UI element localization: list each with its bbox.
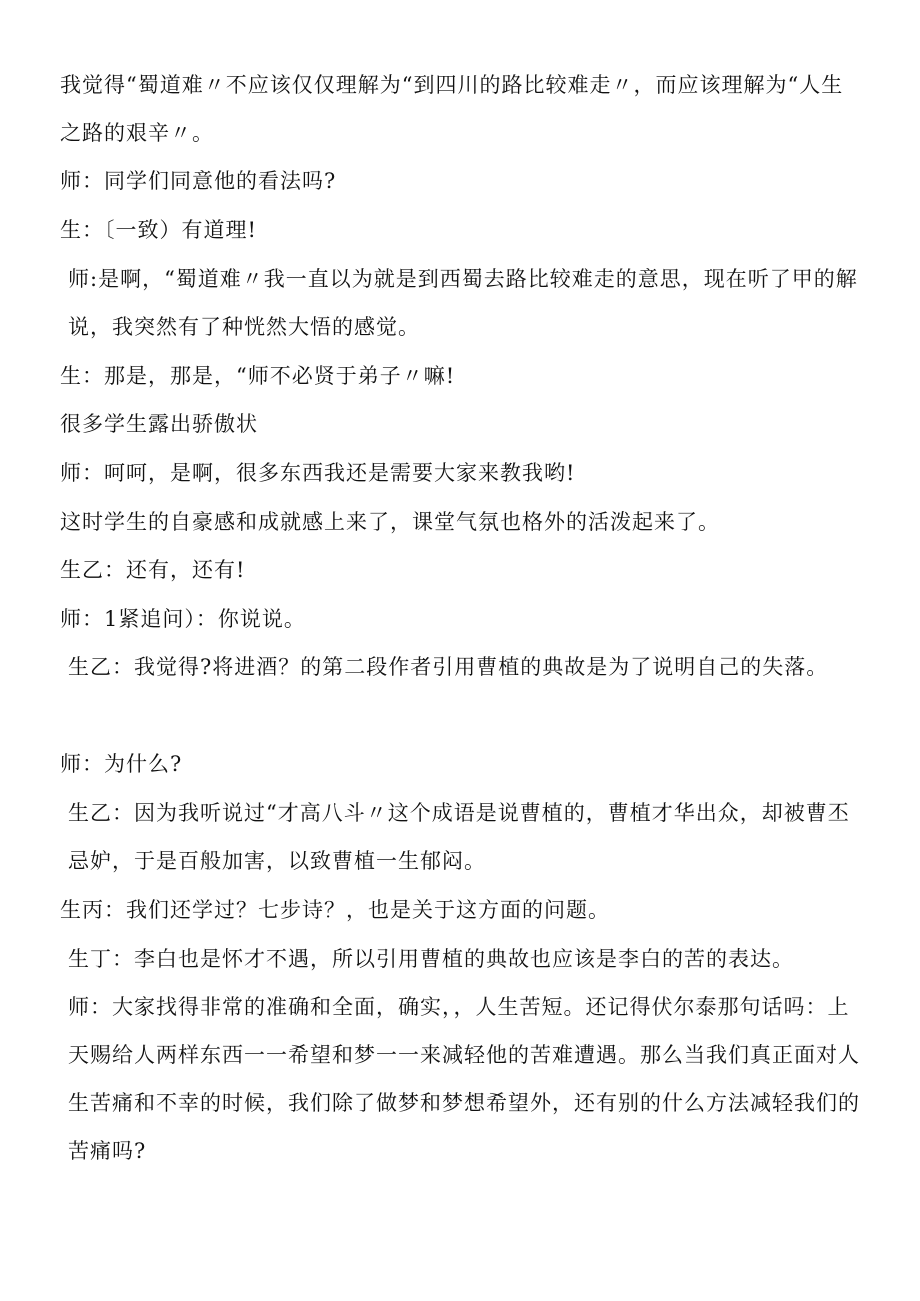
paragraph-16: 师：大家找得非常的准确和全面，确实，，人生苦短。还记得伏尔泰那句话吗：上天赐给人两样东西一一希望和梦一一来减轻他的苦难遭遇。那么当我们真正面对人生苦痛和不幸的时候，我们除了做梦和梦想希望外，还有别的什么方法减轻我们的苦痛吗? xyxy=(68,995,860,1163)
paragraph-2: 师：同学们同意他的看法吗? xyxy=(60,169,337,193)
paragraph-7: 师：呵呵，是啊，很多东西我还是需要大家来教我哟! xyxy=(60,461,576,485)
paragraph-14: 生丙：我们还学过？七步诗？，也是关于这方面的问题。 xyxy=(60,898,610,922)
paragraph-1: 我觉得“蜀道难〃不应该仅仅理解为“到四川的路比较难走〃，而应该理解为“人生之路的艰辛〃。 xyxy=(60,73,844,145)
paragraph-8: 这时学生的自豪感和成就感上来了，课堂气氛也格外的活泼起来了。 xyxy=(60,510,720,534)
paragraph-4: 师:是啊，“蜀道难〃我一直以为就是到西蜀去路比较难走的意思，现在听了甲的解说，我突然有了种恍然大悟的感觉。 xyxy=(68,267,858,339)
paragraph-5: 生：那是，那是，“师不必贤于弟子〃嘛! xyxy=(60,364,456,388)
paragraph-11: 生乙：我觉得?将进酒？的第二段作者引用曹植的典故是为了说明自己的失落。 xyxy=(68,655,829,679)
paragraph-6: 很多学生露出骄傲状 xyxy=(60,412,258,436)
paragraph-15: 生丁：李白也是怀才不遇，所以引用曹植的典故也应该是李白的苦的表达。 xyxy=(68,947,794,971)
paragraph-9: 生乙：还有，还有! xyxy=(60,558,246,582)
paragraph-13: 生乙：因为我听说过“才高八斗〃这个成语是说曹植的，曹植才华出众，却被曹丕忌妒，于是百般加害，以致曹植一生郁闷。 xyxy=(68,801,850,873)
paragraph-10: 师：1紧追问）：你说说。 xyxy=(60,607,306,631)
paragraph-12: 师：为什么? xyxy=(60,752,183,776)
paragraph-3: 生：〔一致）有道理! xyxy=(60,218,257,242)
